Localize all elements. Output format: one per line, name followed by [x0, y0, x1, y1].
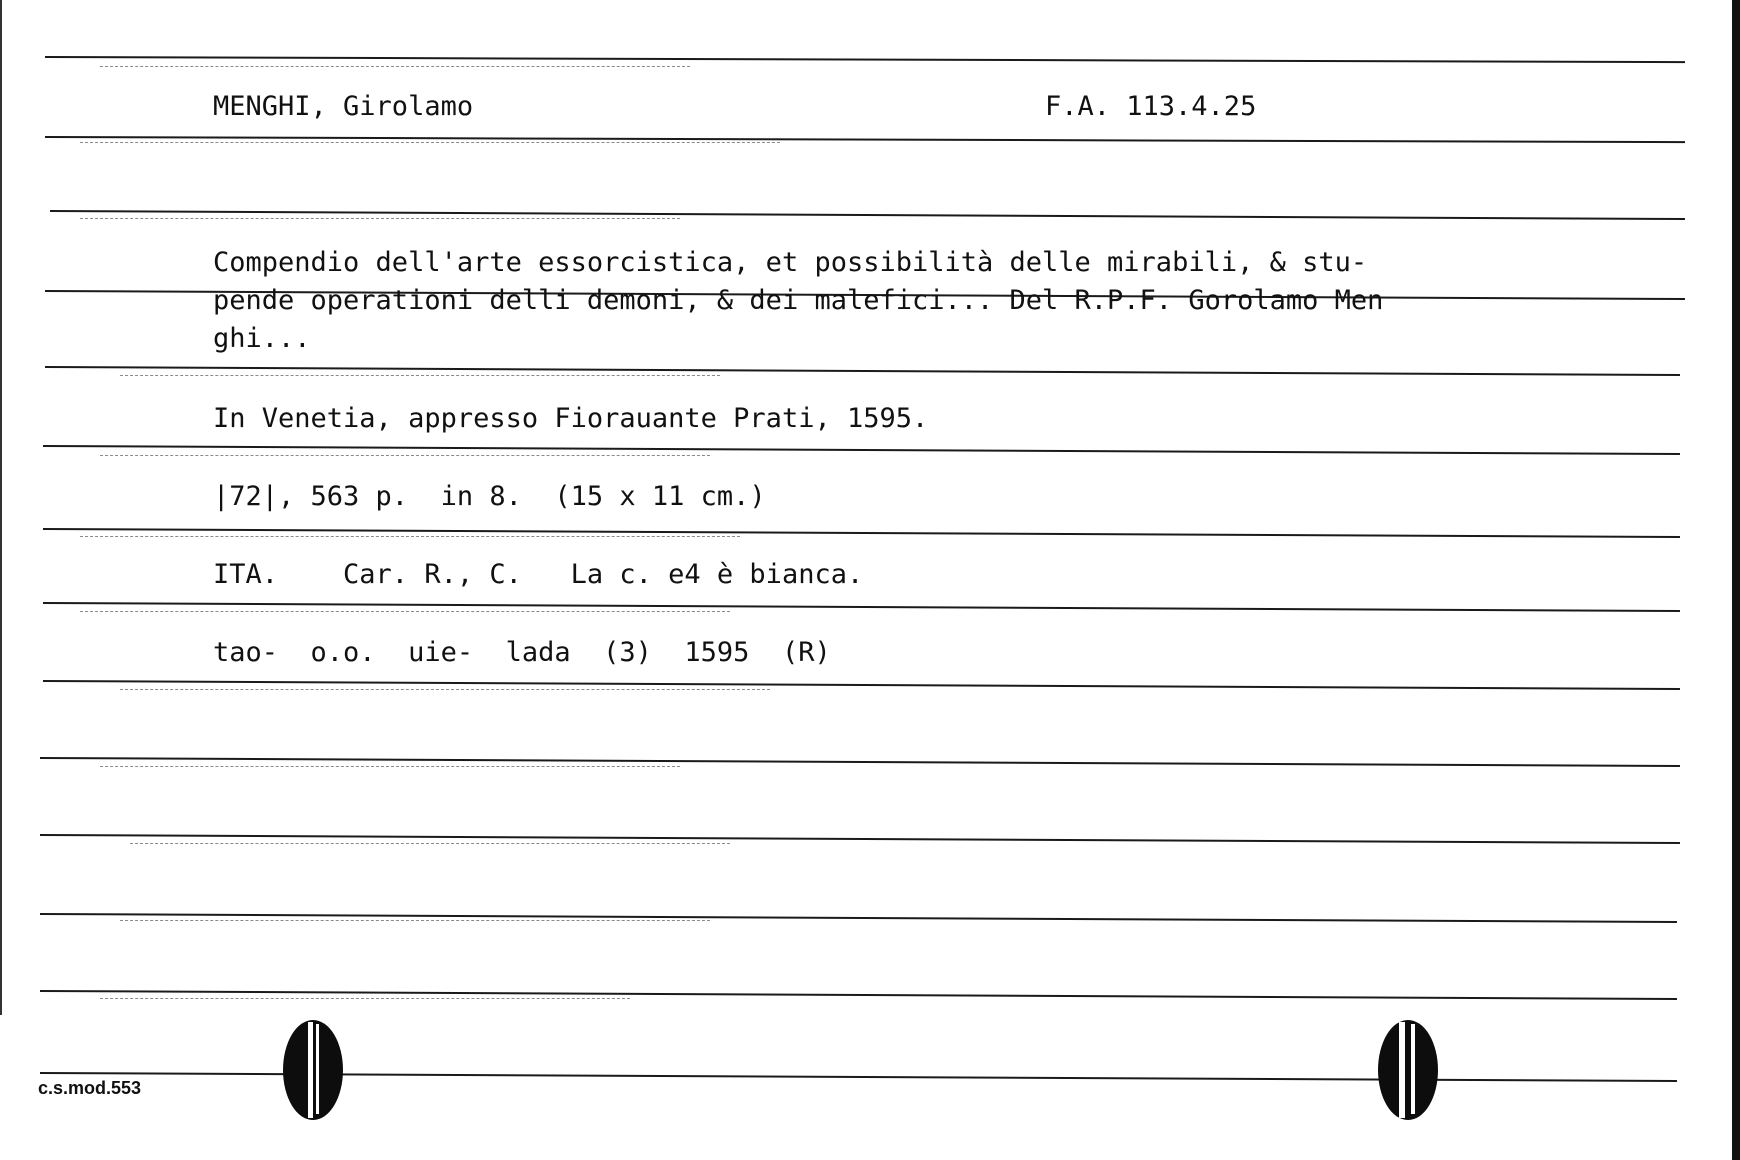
- imprint: In Venetia, appresso Fiorauante Prati, 1595.: [213, 403, 929, 434]
- faint-line: [130, 843, 730, 844]
- collation: |72|, 563 p. in 8. (15 x 11 cm.): [213, 481, 766, 512]
- title-line-3: ghi...: [213, 323, 311, 354]
- title-line-2: pende operationi delli demoni, & dei malefici... Del R.P.F. Gorolamo Men: [213, 285, 1384, 316]
- ruled-line: [45, 56, 1685, 63]
- faint-line: [80, 218, 680, 219]
- title-statement: [213, 244, 1453, 358]
- form-id: c.s.mod.553: [38, 1078, 142, 1098]
- faint-line: [100, 66, 690, 67]
- faint-line: [100, 998, 630, 999]
- card-left-edge: [0, 0, 2, 1015]
- faint-line: [100, 766, 680, 767]
- ruled-line: [43, 445, 1680, 455]
- faint-line: [100, 455, 710, 456]
- ruled-line: [40, 913, 1677, 923]
- shelfmark: F.A. 113.4.25: [1045, 91, 1257, 122]
- faint-line: [80, 536, 740, 537]
- fingerprint: tao- o.o. uie- lada (3) 1595 (R): [213, 637, 831, 668]
- faint-line: [120, 375, 720, 376]
- notes: ITA. Car. R., C. La c. e4 è bianca.: [213, 559, 864, 590]
- punch-hole-right: [1375, 1018, 1441, 1122]
- author-heading: MENGHI, Girolamo: [213, 91, 474, 122]
- faint-line: [120, 920, 710, 921]
- faint-line: [120, 689, 770, 690]
- title-line-1: Compendio dell'arte essorcistica, et possibilità delle mirabili, & stu-: [213, 247, 1368, 278]
- card-right-edge: [1732, 0, 1740, 1160]
- faint-line: [80, 611, 730, 612]
- faint-line: [80, 142, 780, 143]
- punch-hole-left: [280, 1018, 346, 1122]
